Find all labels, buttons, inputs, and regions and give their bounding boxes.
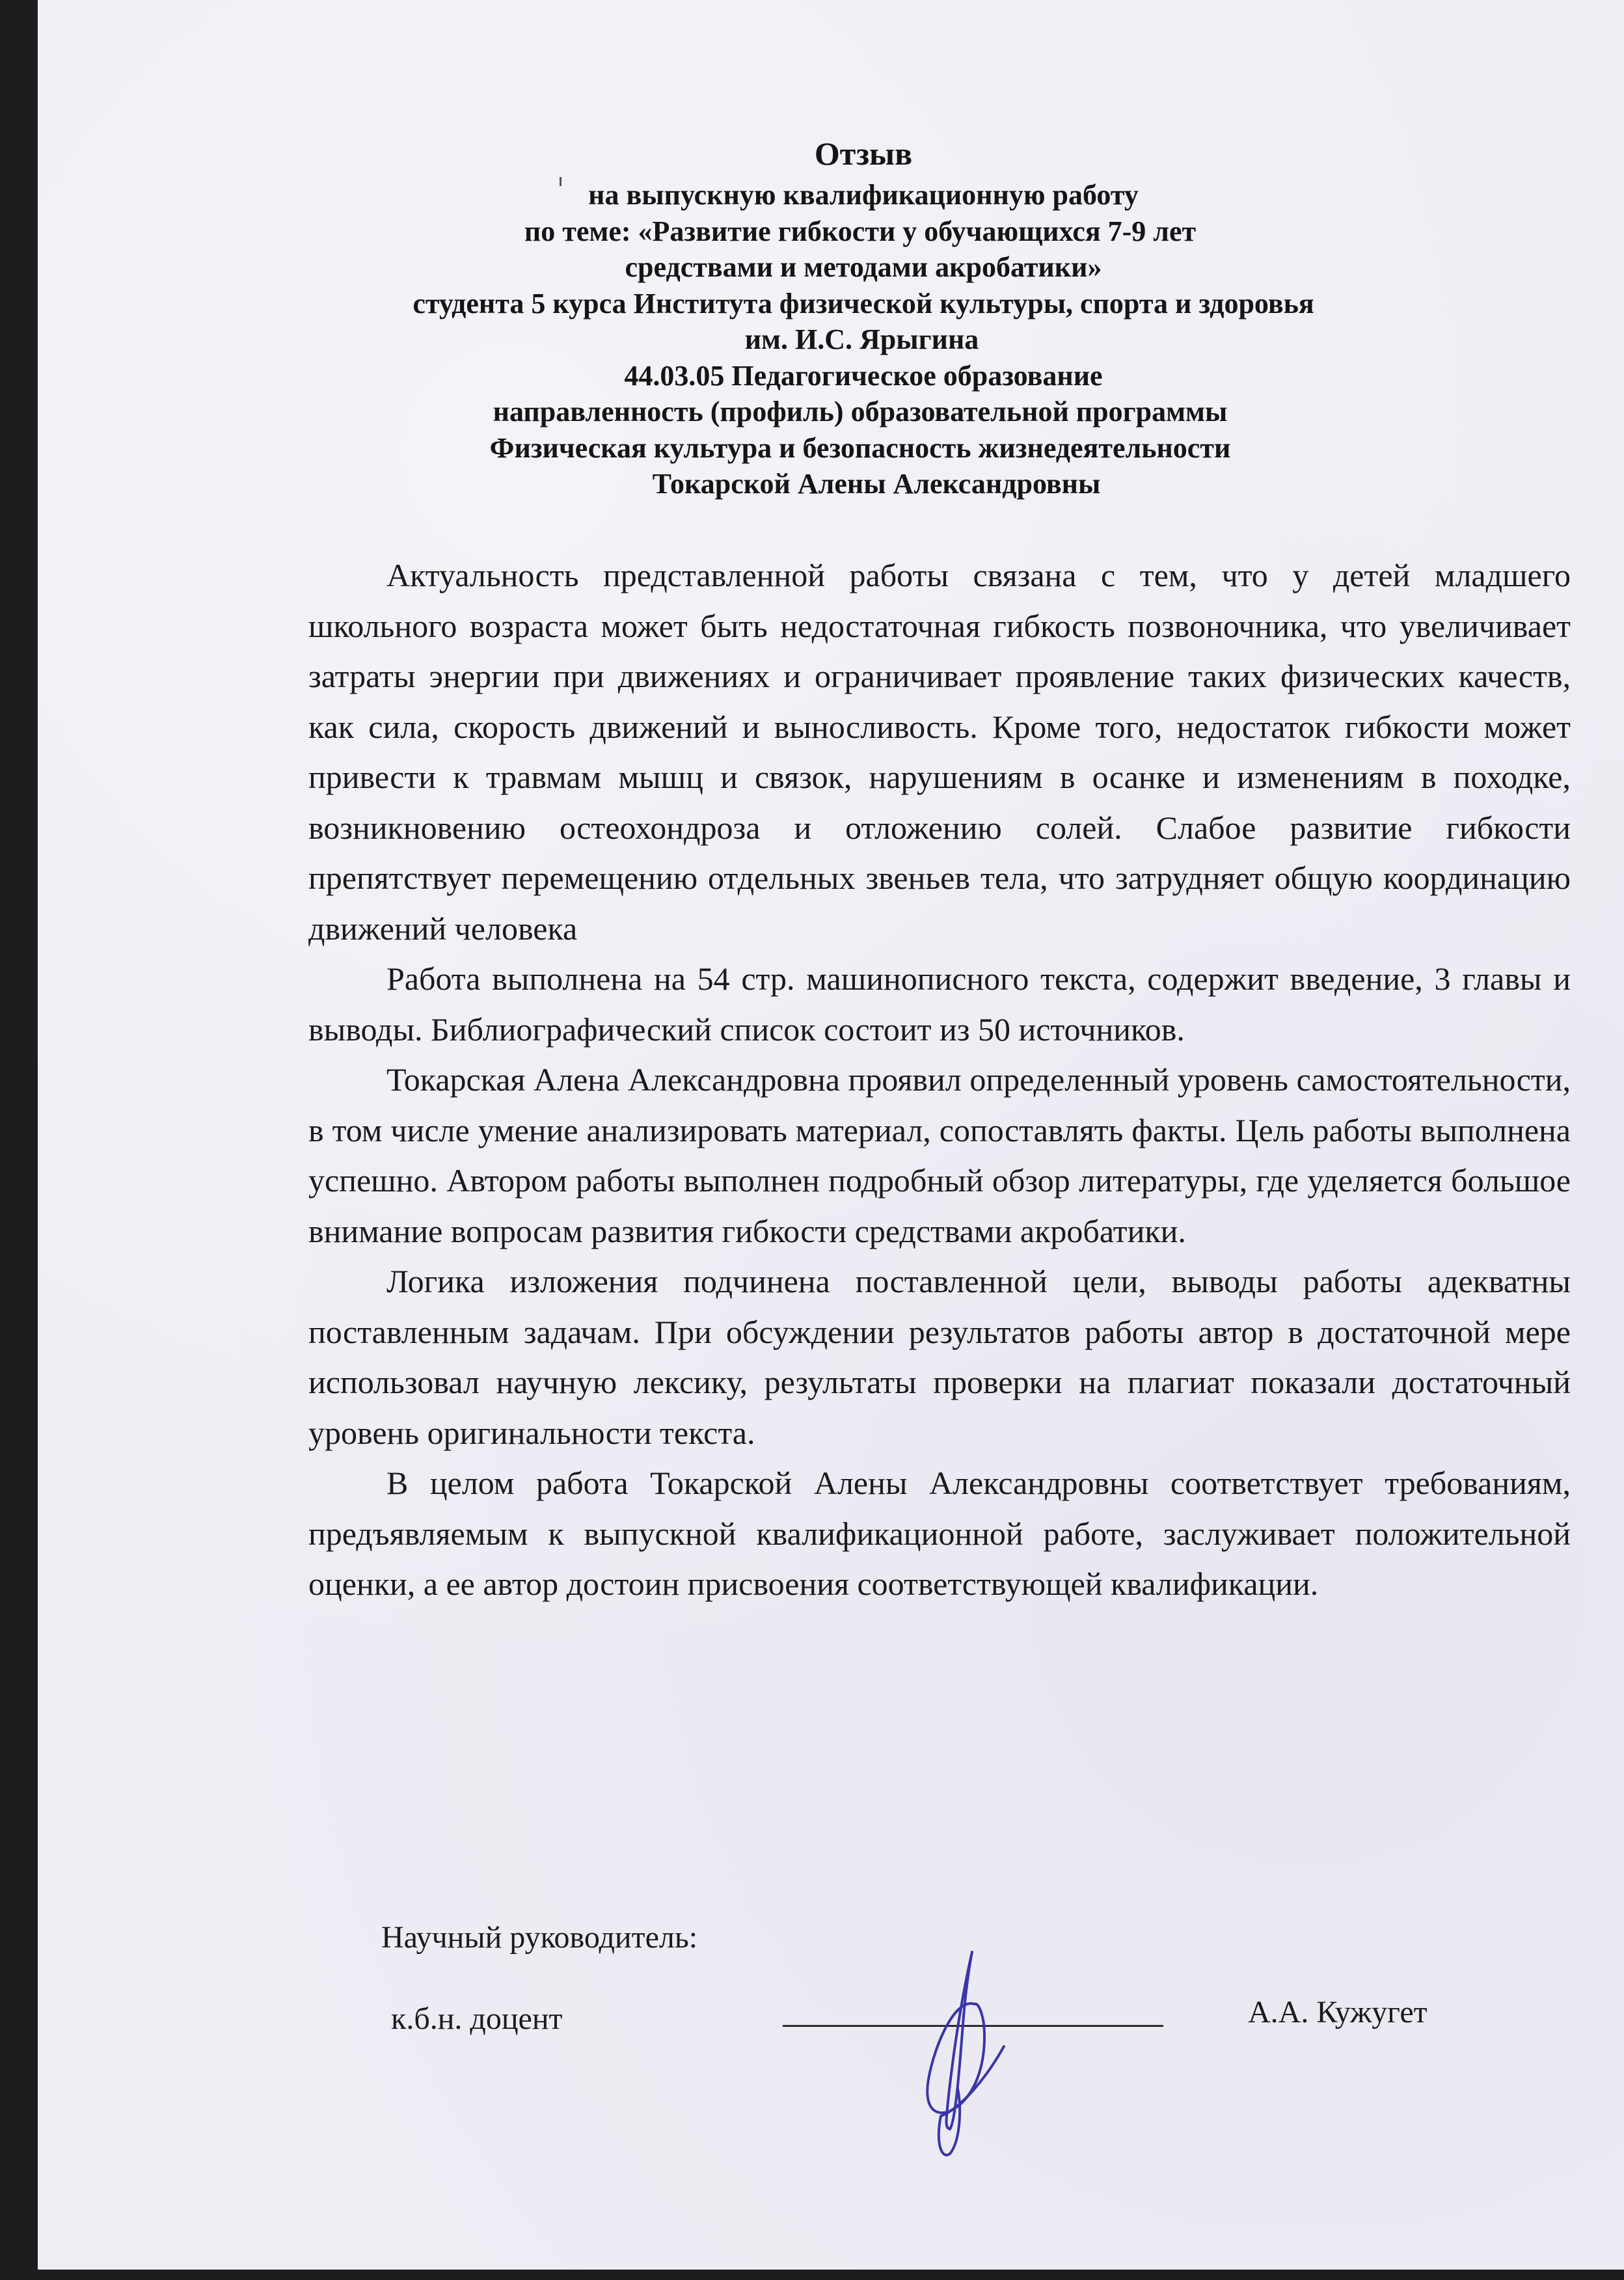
document-title: Отзыв bbox=[814, 135, 913, 172]
paragraph-relevance: Актуальность представленной работы связана с тем, что у детей младшего школьного возраста может быть недостаточная гибкость позвоночника, что увеличивает затраты энергии при движениях и ограничивает проявление таких физических качеств, как сила, скорость движений и выносливость. Кроме того, недостаток гибкости может привести к травмам мышц и связок, нарушениям в осанке и изменениям в походке, возникновению остеохондроза и отложению солей. Слабое развитие гибкости препятствует перемещению отдельных звеньев тела, что затрудняет общую координацию движений человека bbox=[308, 557, 1571, 947]
header-line: Физическая культура и безопасность жизнедеятельности bbox=[489, 431, 1231, 464]
supervisor-label: Научный руководитель: bbox=[381, 1920, 698, 1955]
review-body bbox=[308, 550, 1571, 1610]
header-line: 44.03.05 Педагогическое образование bbox=[624, 359, 1103, 392]
paragraph-logic: Логика изложения подчинена поставленной цели, выводы работы адекватны поставленным задачам. При обсуждении результатов работы автор в достаточной мере использовал научную лексику, результаты проверки на плагиат показали достаточный уровень оригинальности текста. bbox=[308, 1263, 1571, 1451]
header-line: студента 5 курса Института физической культуры, спорта и здоровья bbox=[413, 287, 1314, 319]
handwritten-signature bbox=[877, 1946, 1046, 2167]
document-page bbox=[38, 0, 1624, 2270]
header-line: направленность (профиль) образовательной программы bbox=[493, 396, 1228, 428]
supervisor-name: А.А. Кужугет bbox=[1248, 1995, 1428, 2029]
paragraph-independence: Токарская Алена Александровна проявил определенный уровень самостоятельности, в том числе умение анализировать материал, сопоставлять факты. Цель работы выполнена успешно. Автором работы выполнен подробный обзор литературы, где уделяется большое внимание вопросам развития гибкости средствами акробатики. bbox=[308, 1061, 1571, 1249]
header-line: средствами и методами акробатики» bbox=[625, 251, 1102, 283]
supervisor-position: к.б.н. доцент bbox=[391, 2002, 563, 2036]
header-line: им. И.С. Ярыгина bbox=[744, 323, 979, 355]
document-header bbox=[38, 130, 1624, 502]
header-line: по теме: «Развитие гибкости у обучающихся 7-9 лет bbox=[524, 215, 1197, 247]
header-line: на выпускную квалификационную работу bbox=[588, 179, 1139, 211]
student-name: Токарской Алены Александровны bbox=[652, 468, 1101, 500]
paragraph-structure: Работа выполнена на 54 стр. машинописного текста, содержит введение, 3 главы и выводы. Библиографический список состоит из 50 источников. bbox=[308, 960, 1571, 1048]
paragraph-conclusion: В целом работа Токарской Алены Александровны соответствует требованиям, предъявляемым к выпускной квалификационной работе, заслуживает положительной оценки, а ее автор достоин присвоения соответствующей квалификации. bbox=[308, 1465, 1571, 1602]
